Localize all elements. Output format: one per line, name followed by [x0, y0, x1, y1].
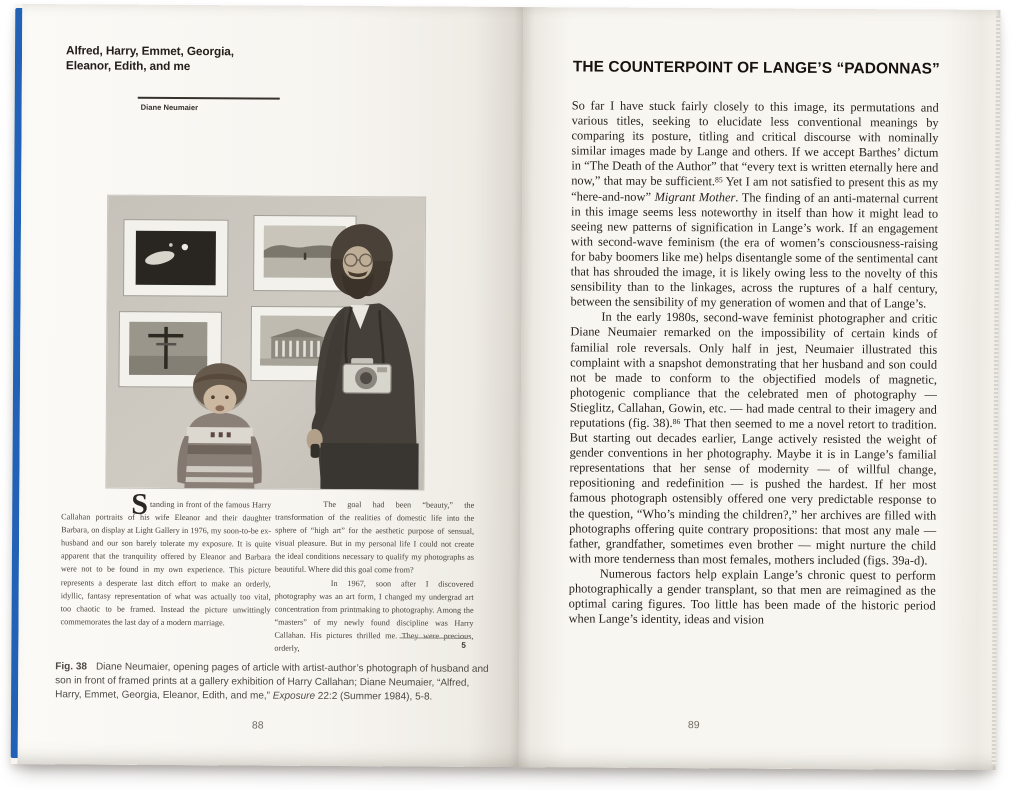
figure-caption-label: Fig. 38	[55, 661, 88, 673]
figure-caption	[55, 660, 492, 704]
article-paragraph: The goal had been “beauty,” the transformation of the realities of domestic life into the sphere of “high art” for the aesthetic purpose of sensual, visual pleasure. But in my personal life I could not create the ideal conditions necessary to qualify my photographs as beautiful. Where did this goal come from?	[274, 499, 475, 575]
page-number-right: 89	[687, 719, 700, 732]
drop-cap: S	[131, 487, 149, 521]
body-paragraph: Numerous factors help explain Lange’s chronic quest to perform photographically a gender transplant, so that men are reimagined as the optimal caring figures. Too little has been made of the historic period when Lange’s identity, ideas and vision	[568, 566, 936, 627]
figure-caption-text: Diane Neumaier, opening pages of article with artist-author’s photograph of husband and son in front of framed prints at a gallery exhibition of Harry Callahan; Diane Neumaier, “Alfred, Harry, Emmet, Georgia, Eleanor, Edith, and me,” Exposure 22:2 (Summer 1984), 5-8.	[55, 661, 489, 703]
article-title	[66, 43, 234, 75]
left-page	[18, 4, 524, 767]
article-author: Diane Neumaier	[140, 102, 199, 113]
open-book-spread	[11, 4, 1001, 770]
article-title-line2: Eleanor, Edith, and me	[65, 58, 191, 74]
article-paragraph: In 1967, soon after I discovered photography was an art form, I changed my undergrad art concentration from printmaking to photography. Among the “masters” of my newly found discipline was Harry Callahan. His pictures thrilled me. They were precious, orderly,	[274, 578, 474, 653]
framed-print-dark	[124, 220, 228, 297]
section-heading: THE COUNTERPOINT OF LANGE’S “PADONNAS”	[572, 58, 940, 78]
right-page	[519, 7, 1001, 770]
body-text	[569, 98, 939, 629]
page-number-left: 88	[251, 719, 264, 732]
title-rule	[138, 97, 280, 100]
body-paragraph: In the early 1980s, second-wave feminist photographer and critic Diane Neumaier remarked on the impossibility of certain kinds of familial role reversals. Only half in jest, Neumaier illustrated this complaint with a snapshot demonstrating that her husband and son could not be made to conform to the objectified models of magnetic, photogenic compliance that the celebrated men of photography — Stieglitz, Callahan, Gowin, etc. — had made central to their imagery and reputations (fig. 38).$^{86}$ That then seemed to me a novel retort to tradition. But starting out decades earlier, Lange actively resisted the weight of gender conventions in her photography. Maybe it is in Lange’s familial representations that her sense of modernity — of willful change, repositioning and redefinition — is pushed the hardest. If her most famous photograph ostensibly offered one very predictable response to the question, “Who’s minding the children?,” her archives are filled with photographs offering quite contrary propositions: that most any male — father, grandfather, sometimes even brother — might nurture the child with more tenderness than most females, mothers included (figs. 39a-d).	[568, 309, 938, 568]
page-fore-edge	[992, 16, 1001, 766]
gallery-photo-illustration	[106, 196, 425, 490]
article-column-2	[274, 498, 474, 656]
article-title-line1: Alfred, Harry, Emmet, Georgia,	[66, 43, 234, 59]
article-paragraph: Standing in front of the famous Harry Callahan portraits of his wife Eleanor and their daughter Barbara, on display at Light Gallery in 1976, my soon-to-be ex-husband and our son barely tolerate my exposure. It is quite apparent that the tranquility offered by Eleanor and Barbara were not to be found in my own experience. This picture represents a desperate last ditch effort to make an orderly, idyllic, fantasy representation of what was actually too vital, too chaotic to be framed. Instead the picture unwittingly commemorates the last day of a modern marriage.	[60, 487, 272, 628]
body-paragraph: So far I have stuck fairly closely to this image, its permutations and various titles, seeking to elucidate less conventional meanings by comparing its posture, titling and critical discourse with nominally similar images made by Lange and others. If we accept Barthes’ dictum in “The Death of the Author” that “every text is written eternally here and now,” that may be sufficient.$^{85}$ Yet I am not satisfied to present this as my “here-and-now” Migrant Mother. The finding of an anti-maternal current in this image seems less noteworthy in itself than how it might lead to seeing new patterns of signification in Lange’s work. If an engagement with second-wave feminism (the era of women’s consciousness-raising for baby boomers like me) helps disentangle some of the sentimental cant that has shrouded the image, it is likely owing less to the novelty of this sensibility than to the linkages, across the ruptures of a half century, between the sensibility of my generation of women and that of Lange’s.	[570, 98, 939, 311]
figure-38-photo	[105, 195, 426, 491]
article-inner-page-number: 5	[461, 640, 466, 650]
article-column-1	[60, 487, 272, 629]
